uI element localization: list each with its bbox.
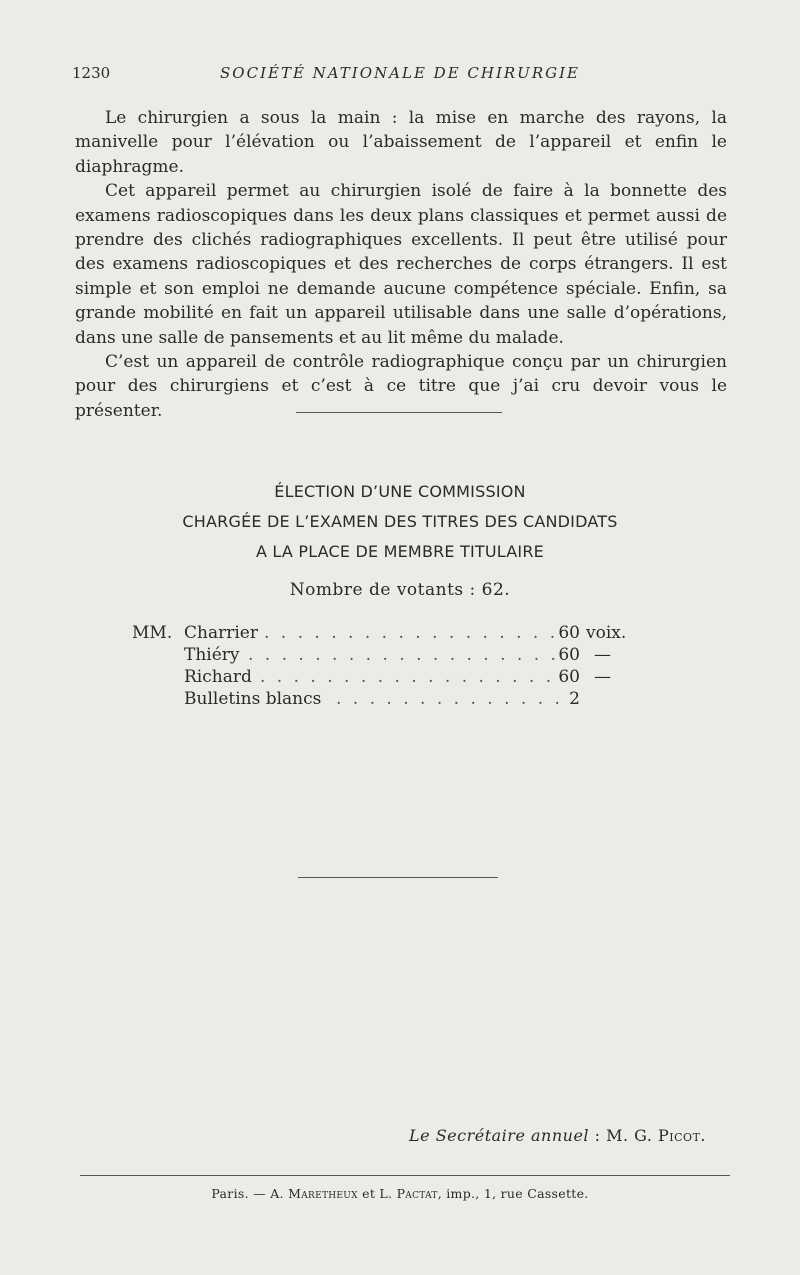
- vote-count: 60: [558, 623, 580, 643]
- footer-rule: [80, 1175, 730, 1176]
- candidate-name: Charrier: [184, 623, 258, 643]
- candidate-name: Bulletins blancs: [184, 689, 322, 709]
- result-row: [132, 622, 652, 644]
- signature-separator: :: [589, 1126, 607, 1145]
- page-number: 1230: [72, 64, 111, 82]
- vote-count: 2: [569, 689, 580, 709]
- paragraph: C’est un appareil de contrôle radiographique conçu par un chirurgien pour des chirurgiens et c’est à ce titre que j’ai cru devoir vous le présenter.: [75, 352, 727, 421]
- vote-count: 60: [558, 667, 580, 687]
- imprint-city: Paris. — A.: [211, 1186, 289, 1201]
- results-list: [132, 622, 652, 710]
- candidate-name: Thiéry: [184, 645, 240, 665]
- signature: [409, 1126, 706, 1145]
- result-row: [132, 688, 652, 710]
- signature-name: M. G. Picot.: [606, 1126, 706, 1145]
- signature-role: Le Secrétaire annuel: [409, 1126, 590, 1145]
- voters-count: Nombre de votants : 62.: [289, 580, 511, 600]
- leader-dots: . . . . . . . . . . . . . . . . . .: [260, 667, 555, 687]
- body-text: [75, 106, 727, 423]
- result-row: [132, 666, 652, 688]
- section-title-line: A LA PLACE DE MEMBRE TITULAIRE: [256, 542, 544, 561]
- vote-unit: —: [594, 667, 611, 687]
- section-title: [0, 477, 800, 567]
- imprint-connector: et L.: [357, 1186, 397, 1201]
- section-title-line: ÉLECTION D’UNE COMMISSION: [274, 482, 526, 501]
- printer-imprint: [0, 1186, 800, 1201]
- imprint-printer: Maretheux: [288, 1186, 358, 1201]
- imprint-address: , imp., 1, rue Cassette.: [437, 1186, 589, 1201]
- candidate-name: Richard: [184, 667, 252, 687]
- separator-rule: [296, 412, 502, 413]
- section-title-line: CHARGÉE DE L’EXAMEN DES TITRES DES CANDIDATS: [182, 512, 618, 531]
- leader-dots: . . . . . . . . . . . . . .: [336, 689, 563, 709]
- vote-unit: —: [594, 645, 611, 665]
- running-head: SOCIÉTÉ NATIONALE DE CHIRURGIE: [220, 64, 580, 82]
- vote-count: 60: [558, 645, 580, 665]
- leader-dots: . . . . . . . . . . . . . . . . . . .: [248, 645, 559, 665]
- separator-rule: [298, 877, 498, 878]
- results-prefix: MM.: [132, 623, 173, 643]
- paragraph: Cet appareil permet au chirurgien isolé de faire à la bonnette des examens radioscopiques dans les deux plans classiques et permet aussi de prendre des clichés radiographiques excellents. Il peut être utilisé pour des examens radioscopiques et des recherches de corps étrangers. Il est simple et son emploi ne demande aucune compétence spéciale. Enfin, sa grande mobilité en fait un appareil utilisable dans une salle d’opérations, dans une salle de pansements et au lit même du malade.: [75, 181, 727, 348]
- vote-unit: voix.: [586, 623, 627, 643]
- result-row: [132, 644, 652, 666]
- paragraph: Le chirurgien a sous la main : la mise en marche des rayons, la manivelle pour l’élévation ou l’abaissement de l’appareil et enfin le diaphragme.: [75, 108, 727, 177]
- imprint-printer: Pactat: [396, 1186, 438, 1201]
- leader-dots: . . . . . . . . . . . . . . . . . .: [264, 623, 559, 643]
